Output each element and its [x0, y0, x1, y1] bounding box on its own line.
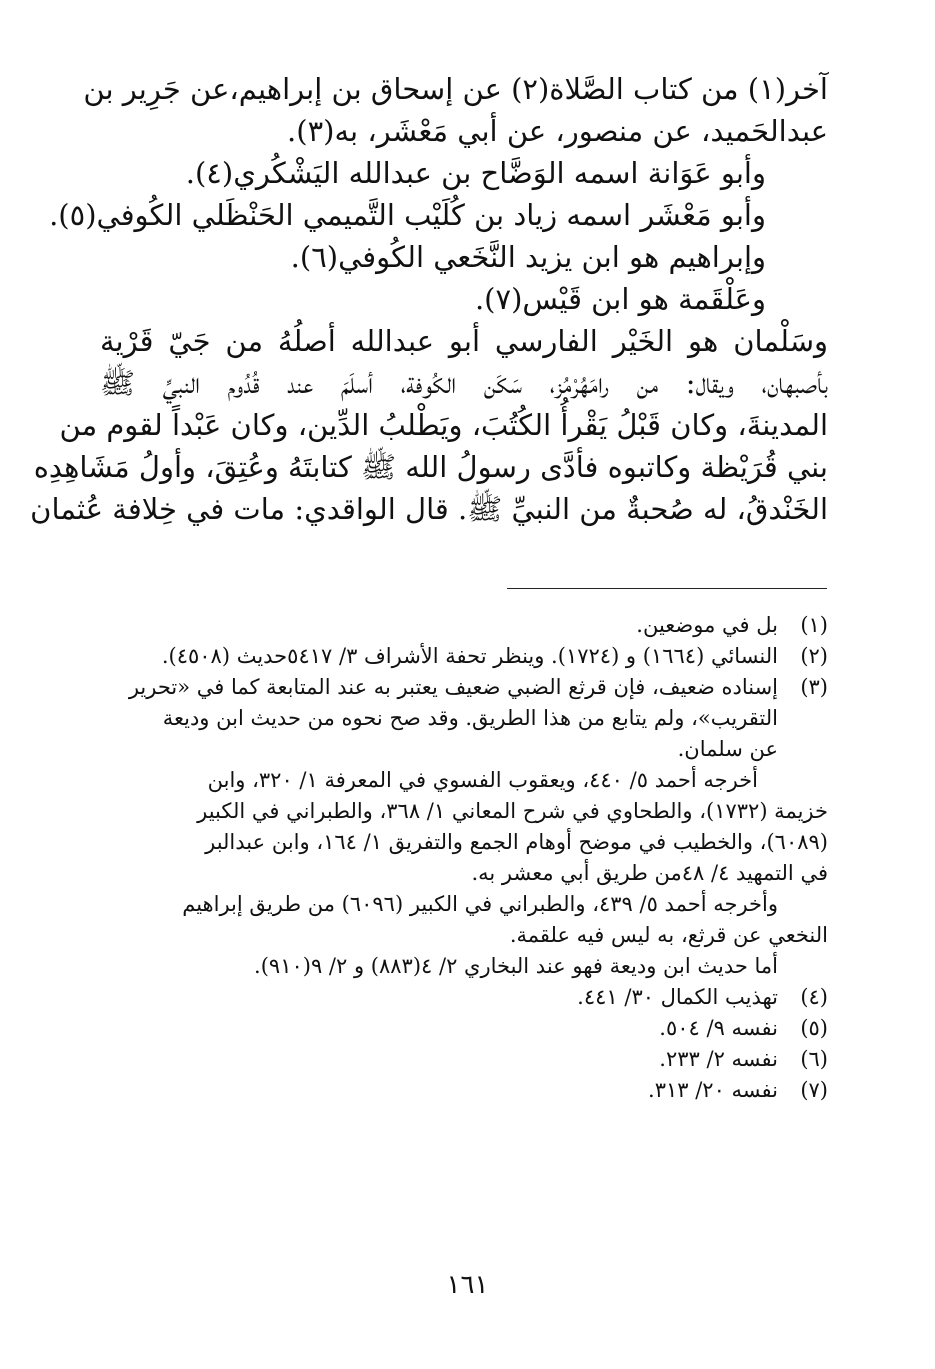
footnote	[100, 1013, 828, 1044]
footnote-text: التقريب»، ولم يتابع من هذا الطريق. وقد صح نحوه من حديث ابن وديعة	[162, 706, 778, 730]
footnote-text: النسائي (١٦٦٤) و (١٧٢٤). وينظر تحفة الأشراف ٣/ ٥٤١٧حديث (٤٥٠٨).	[161, 644, 778, 668]
footnote	[100, 641, 828, 672]
footnote-number: (٦)	[800, 1047, 828, 1071]
footnote-text: النخعي عن قرثع، به ليس فيه علقمة.	[509, 923, 828, 947]
footnote-divider	[507, 588, 827, 589]
page-number: ١٦١	[446, 1270, 489, 1300]
main-line: المدينةَ، وكان قَبْلُ يَقْرأُ الكُتُبَ، ويَطْلبُ الدِّين، وكان عَبْداً لقوم من	[59, 408, 828, 442]
main-line: وأبو عَوَانة اسمه الوَضَّاح بن عبدالله اليَشْكُري(٤).	[185, 156, 766, 190]
footnote	[100, 610, 828, 641]
main-line: وعَلْقَمة هو ابن قَيْس(٧).	[474, 282, 766, 316]
footnote-number: (٣)	[800, 675, 828, 699]
footnote-text: خزيمة (١٧٣٢)، والطحاوي في شرح المعاني ١/ ٣٦٨، والطبراني في الكبير	[197, 799, 828, 823]
main-text	[30, 68, 828, 530]
main-line: آخر(١) من كتاب الصَّلاة(٢) عن إسحاق بن إبراهيم،عن جَرِير بن	[83, 72, 828, 106]
footnote	[100, 672, 828, 765]
footnote-text: إسناده ضعيف، فإن قرثع الضبي ضعيف يعتبر به عند المتابعة كما في «تحرير	[128, 675, 778, 699]
footnote-number: (٧)	[800, 1078, 828, 1102]
footnote-text: بل في موضعين.	[636, 613, 778, 637]
main-line: بني قُرَيْظة وكاتبوه فأدَّى رسولُ الله ﷺ كتابتَهُ وعُتِقَ، وأولُ مَشَاهِدِه	[33, 450, 828, 484]
footnote-text: تهذيب الكمال ٣٠/ ٤٤١.	[577, 985, 778, 1009]
footnotes	[100, 610, 828, 1106]
main-line: عبدالحَميد، عن منصور، عن أبي مَعْشَر، به(٣).	[287, 114, 828, 148]
main-line: وإبراهيم هو ابن يزيد النَّخَعي الكُوفي(٦).	[290, 240, 766, 274]
footnote	[100, 982, 828, 1013]
footnote-text: في التمهيد ٤/ ٤٨من طريق أبي معشر به.	[471, 861, 828, 885]
footnote-number: (٢)	[800, 644, 828, 668]
main-line: بأصبهان، ويقال: من رامَهُرْمُز، سَكَن الكُوفة، أسلَمَ عند قُدُوم النبيِّ ﷺ	[100, 366, 828, 400]
footnote-number: (١)	[800, 613, 828, 637]
footnote-text: نفسه ٢٠/ ٣١٣.	[648, 1078, 778, 1102]
main-line: وأبو مَعْشَر اسمه زياد بن كُلَيْب التَّميمي الحَنْظَلي الكُوفي(٥).	[49, 198, 766, 232]
footnote	[100, 1075, 828, 1106]
main-line: وسَلْمان هو الخَيْر الفارسي أبو عبدالله أصلُهُ من جَيّ قَرْية	[100, 324, 828, 358]
footnote-number: (٤)	[800, 985, 828, 1009]
footnote-text: نفسه ٢/ ٢٣٣.	[659, 1047, 778, 1071]
footnote-text: عن سلمان.	[677, 737, 778, 761]
footnote-text: (٦٠٨٩)، والخطيب في موضح أوهام الجمع والتفريق ١/ ١٦٤، وابن عبدالبر	[205, 830, 828, 854]
main-line: الخَنْدقُ، له صُحبةٌ من النبيِّ ﷺ. قال الواقدي: مات في خِلافة عُثمان	[30, 492, 828, 526]
footnote	[100, 1044, 828, 1075]
footnote-text: نفسه ٩/ ٥٠٤.	[659, 1016, 778, 1040]
footnote-text: أخرجه أحمد ٥/ ٤٤٠، ويعقوب الفسوي في المعرفة ١/ ٣٢٠، وابن	[207, 768, 758, 792]
footnote-text: وأخرجه أحمد ٥/ ٤٣٩، والطبراني في الكبير (٦٠٩٦) من طريق إبراهيم	[182, 892, 778, 916]
footnote-text: أما حديث ابن وديعة فهو عند البخاري ٢/ ٤(٨٨٣) و ٢/ ٩(٩١٠).	[254, 954, 778, 978]
footnote-number: (٥)	[800, 1016, 828, 1040]
